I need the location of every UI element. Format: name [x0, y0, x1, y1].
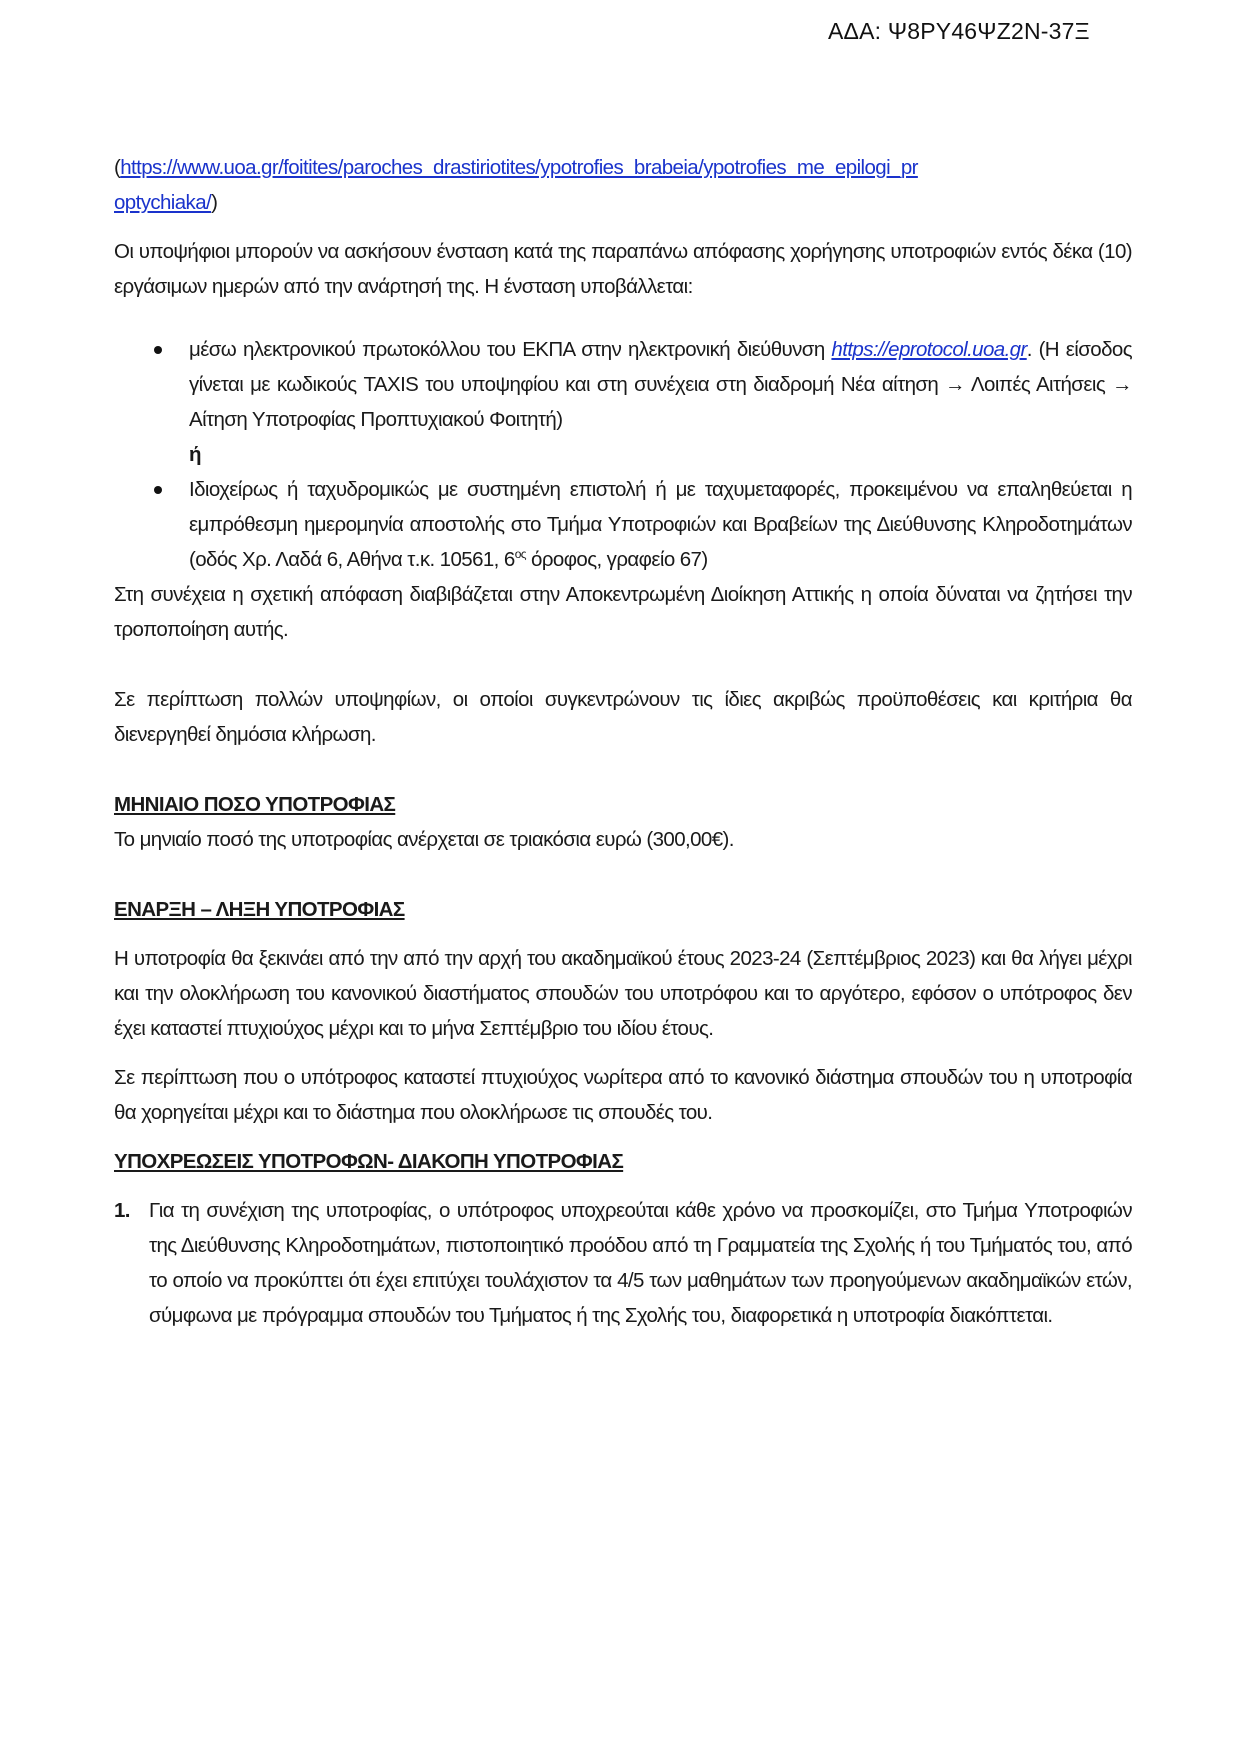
lottery-paragraph: Σε περίπτωση πολλών υποψηφίων, οι οποίοι συγκεντρώνουν τις ίδιες ακριβώς προϋποθέσεις και κριτήρια θα διενεργηθεί δημόσια κλήρωση.	[114, 688, 1132, 746]
scholarships-link-line2: optychiaka/	[114, 191, 212, 214]
start-end-paragraph-2: Σε περίπτωση που ο υπότροφος καταστεί πτυχιούχος νωρίτερα από το κανονικό διάστημα σπουδών του η υποτροφία θα χορηγείται μέχρι και το διάστημα που ολοκλήρωσε τις σπουδές του.	[114, 1066, 1132, 1124]
start-end-paragraph-1: Η υποτροφία θα ξεκινάει από την από την αρχή του ακαδημαϊκού έτους 2023-24 (Σεπτέμβριος 2023) και θα λήγει μέχρι και την ολοκλήρωση του κανονικού διαστήματος σπουδών του υποτρόφου και το αργότερο, εφόσον ο υπότροφος δεν έχει καταστεί πτυχιούχος μέχρι και το μήνα Σεπτέμβριο του ιδίου έτους.	[114, 947, 1132, 1040]
bullet-icon	[154, 486, 162, 494]
item-number: 1.	[114, 1199, 130, 1222]
bullet2-text-end: όροφος, γραφείο 67)	[525, 548, 708, 571]
scholarships-link[interactable]	[114, 156, 918, 214]
start-end-heading: ΕΝΑΡΞΗ – ΛΗΞΗ ΥΠΟΤΡΟΦΙΑΣ	[114, 898, 405, 921]
bullet1-prefix: μέσω ηλεκτρονικού πρωτοκόλλου του ΕΚΠΑ στην ηλεκτρονική διεύθυνση	[189, 338, 832, 361]
objection-paragraph: Οι υποψήφιοι μπορούν να ασκήσουν ένσταση κατά της παραπάνω απόφασης χορήγησης υποτροφιών εντός δέκα (10) εργάσιμων ημερών από την ανάρτησή της. Η ένσταση υποβάλλεται:	[114, 240, 1132, 298]
document-page	[114, 150, 1132, 1333]
monthly-amount-text: Το μηνιαίο ποσό της υποτροφίας ανέρχεται σε τριακόσια ευρώ (300,00€).	[114, 828, 734, 851]
bullet1-suffix: . (Η είσοδος γίνεται με κωδικούς TAXIS του υποψηφίου και στη συνέχεια στη διαδρομή Νέα αίτηση → Λοιπές Αιτήσεις → Αίτηση Υποτροφίας Προπτυχιακού Φοιτητή)	[189, 338, 1132, 431]
scholarships-link-line1: https://www.uoa.gr/foitites/paroches_drastiriotites/ypotrofies_brabeia/ypotrofies_me_epilogi_pr	[120, 156, 918, 179]
bullet-icon	[154, 346, 162, 354]
obligations-list	[114, 1193, 1132, 1333]
item-text: Για τη συνέχιση της υποτροφίας, ο υπότροφος υποχρεούται κάθε χρόνο να προσκομίζει, στο Τμήμα Υποτροφιών της Διεύθυνσης Κληροδοτημάτων, πιστοποιητικό προόδου από τη Γραμματεία της Σχολής ή του Τμήματός του, από το οποίο να προκύπτει ότι έχει επιτύχει τουλάχιστον τα 4/5 των μαθημάτων των προηγούμενων ακαδημαϊκών ετών, σύμφωνα με πρόγραμμα σπουδών του Τμήματος ή της Σχολής του, διαφορετικά η υποτροφία διακόπτεται.	[149, 1199, 1132, 1327]
list-item-eprotocol	[114, 332, 1132, 437]
obligation-item	[114, 1193, 1132, 1333]
monthly-amount-heading: ΜΗΝΙΑΙΟ ΠΟΣΟ ΥΠΟΤΡΟΦΙΑΣ	[114, 793, 396, 816]
followup-paragraph: Στη συνέχεια η σχετική απόφαση διαβιβάζεται στην Αποκεντρωμένη Διοίκηση Αττικής η οποία δύναται να ζητήσει την τροποποίηση αυτής.	[114, 583, 1132, 641]
or-word: ή	[189, 443, 201, 466]
objection-methods-list	[114, 332, 1132, 437]
obligations-heading: ΥΠΟΧΡΕΩΣΕΙΣ ΥΠΟΤΡΟΦΩΝ- ΔΙΑΚΟΠΗ ΥΠΟΤΡΟΦΙΑΣ	[114, 1150, 624, 1173]
close-paren: )	[211, 191, 218, 214]
bullet2-text: Ιδιοχείρως ή ταχυδρομικώς με συστημένη επιστολή ή με ταχυμεταφορές, προκειμένου να επαληθεύεται η εμπρόθεσμη ημερομηνία αποστολής στο Τμήμα Υποτροφιών και Βραβείων της Διεύθυνσης Κληροδοτημάτων (οδός Χρ. Λαδά 6, Αθήνα τ.κ. 10561, 6	[189, 478, 1132, 571]
ordinal-suffix: ος	[514, 547, 526, 561]
objection-methods-list-2	[114, 472, 1132, 577]
open-paren: (	[114, 156, 121, 179]
eprotocol-link[interactable]: https://eprotocol.uoa.gr	[831, 338, 1027, 361]
ada-code: ΑΔΑ: Ψ8ΡΥ46ΨΖ2Ν-37Ξ	[828, 18, 1090, 44]
list-item-by-post	[114, 472, 1132, 577]
intro-link-paragraph	[114, 150, 1132, 220]
